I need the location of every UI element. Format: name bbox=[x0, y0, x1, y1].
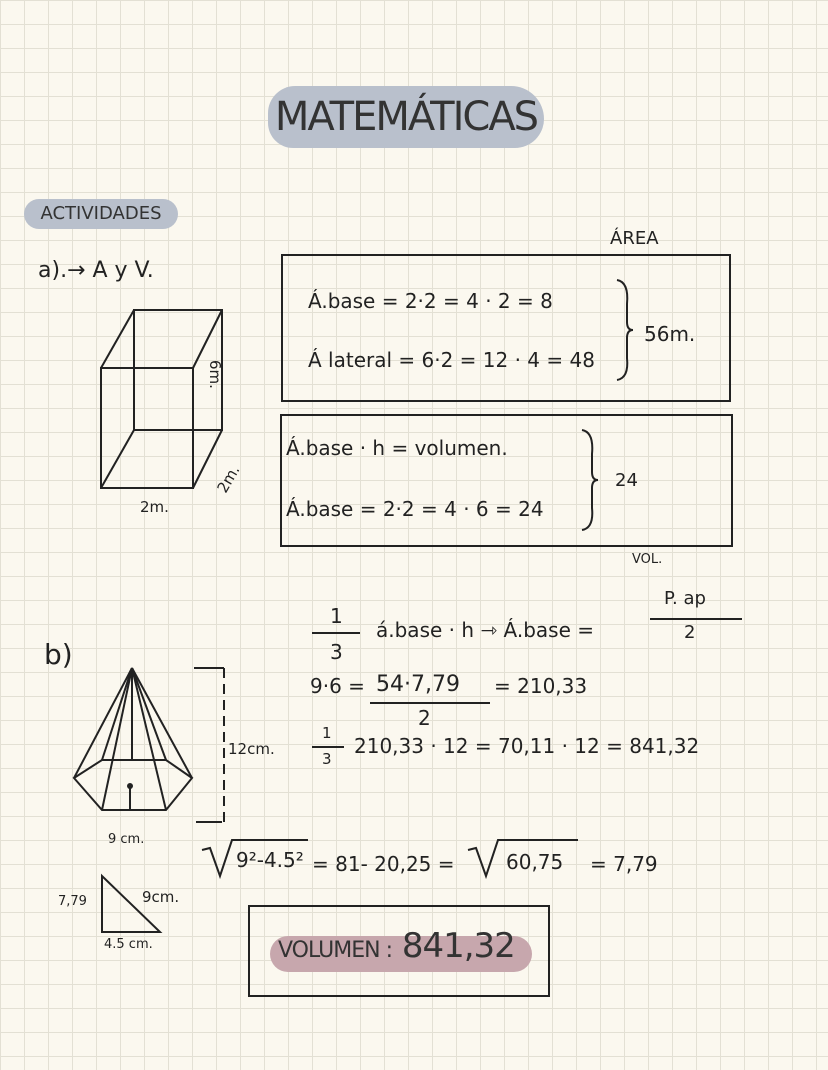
formula-frac-den: 2 bbox=[684, 622, 696, 643]
part-b-label: b) bbox=[44, 638, 73, 671]
vol-label: VOL. bbox=[632, 552, 663, 567]
vol-line-2: Á.base = 2·2 = 4 · 6 = 24 bbox=[286, 497, 544, 521]
vol-calc-num: 1 bbox=[322, 724, 332, 742]
formula-frac-num: P. ap bbox=[664, 588, 706, 609]
pyramid-drawing bbox=[66, 660, 206, 825]
area-line-1: Á.base = 2·2 = 4 · 2 = 8 bbox=[308, 289, 553, 313]
formula-frac-bar bbox=[650, 618, 742, 620]
volume-brace bbox=[580, 428, 602, 532]
triangle-side-label: 7,79 bbox=[58, 894, 87, 909]
final-result bbox=[278, 926, 515, 966]
sqrt-result: = 7,79 bbox=[590, 852, 658, 876]
sqrt2-inner: 60,75 bbox=[506, 850, 564, 874]
calc-num: 54·7,79 bbox=[376, 672, 460, 697]
area-line-2: Á lateral = 6·2 = 12 · 4 = 48 bbox=[308, 348, 595, 372]
sqrt-inner: 9²-4.5² bbox=[236, 848, 304, 872]
area-result: 56m. bbox=[644, 322, 696, 346]
sqrt-mid: = 81- 20,25 = bbox=[312, 852, 455, 876]
volume-box bbox=[280, 414, 733, 547]
section-label: ACTIVIDADES bbox=[24, 199, 178, 229]
pyramid-height-label: 12cm. bbox=[228, 740, 275, 758]
formula-den: 3 bbox=[330, 640, 343, 664]
calc-den: 2 bbox=[418, 706, 431, 730]
formula-num: 1 bbox=[330, 604, 343, 628]
final-value: 841,32 bbox=[401, 926, 515, 966]
area-brace bbox=[615, 278, 635, 382]
pyramid-base bbox=[74, 760, 192, 810]
final-label: VOLUMEN : bbox=[278, 938, 392, 963]
page-title: MATEMÁTICAS bbox=[268, 86, 544, 148]
pyramid-base-label: 9 cm. bbox=[108, 832, 145, 847]
prism-depth-label: 2m. bbox=[213, 461, 244, 497]
height-marker bbox=[192, 664, 232, 829]
vol-calc-bar bbox=[312, 746, 344, 748]
vol-line-1: Á.base · h = volumen. bbox=[286, 436, 508, 460]
triangle-hyp-label: 9cm. bbox=[142, 888, 180, 906]
vol-calc-den: 3 bbox=[322, 750, 332, 768]
area-heading: ÁREA bbox=[610, 228, 659, 249]
triangle-base-label: 4.5 cm. bbox=[104, 937, 153, 952]
vol-result: 24 bbox=[615, 470, 638, 491]
prism-width-label: 2m. bbox=[140, 498, 169, 516]
calc-fraction-bar bbox=[370, 702, 490, 704]
calc-prefix: 9·6 = bbox=[310, 674, 365, 698]
prism-front-face bbox=[101, 368, 193, 488]
prism-height-label: 6m. bbox=[206, 360, 224, 389]
formula-text: á.base · h ⇾ Á.base = bbox=[376, 618, 594, 642]
part-a-label: a).→ A y V. bbox=[38, 258, 154, 283]
vol-calc: 210,33 · 12 = 70,11 · 12 = 841,32 bbox=[354, 734, 700, 758]
calc-result: = 210,33 bbox=[494, 674, 588, 698]
formula-fraction-bar bbox=[312, 632, 360, 634]
